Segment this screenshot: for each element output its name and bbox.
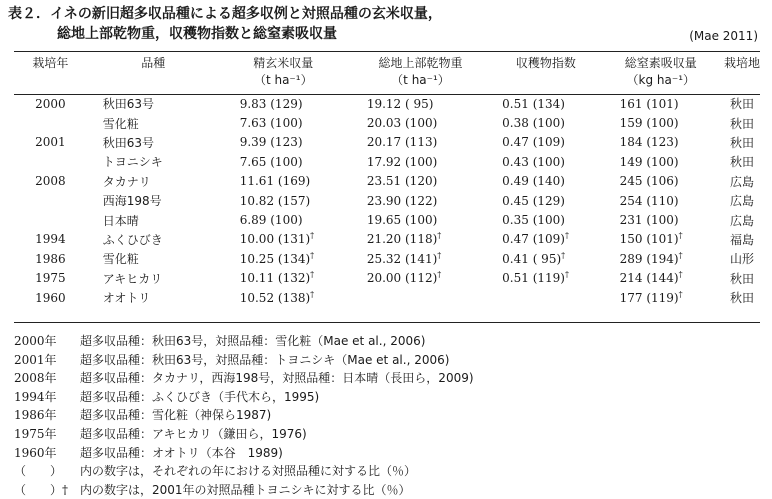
note-text: 超多収品種：タカナリ，西海198号，対照品種：日本晴（長田ら，2009)	[80, 371, 474, 386]
cell-variety: 秋田63号	[102, 135, 155, 150]
table-row	[14, 288, 760, 307]
cell-grain-yield: 10.00 (131)†	[239, 231, 315, 247]
title-line-2: 総地上部乾物重，収穫物指数と総窒素吸収量	[57, 26, 337, 42]
cell-site: 広島	[729, 213, 754, 228]
dagger-mark: †	[564, 270, 569, 280]
cell-site: 秋田	[729, 271, 754, 286]
cell-nitrogen-uptake: 245 (106)	[619, 174, 679, 189]
cell-dry-matter: 20.00 (112)†	[366, 270, 442, 286]
header-grain-unit: （t ha⁻¹）	[253, 73, 313, 87]
bottom-rule	[14, 322, 760, 323]
source-citation: (Mae 2011)	[689, 29, 758, 43]
cell-variety: アキヒカリ	[102, 271, 163, 286]
note-key: 2001年	[14, 352, 57, 367]
dagger-mark: †	[310, 270, 315, 280]
cell-variety: 西海198号	[102, 194, 162, 209]
cell-nitrogen-uptake: 161 (101)	[619, 96, 679, 111]
cell-site: 秋田	[729, 135, 754, 150]
note-key: 1994年	[14, 389, 57, 404]
note-line	[14, 481, 474, 499]
cell-variety: 雪化粧	[102, 252, 139, 267]
cell-dry-matter: 19.65 (100)	[366, 213, 438, 228]
cell-dry-matter	[347, 288, 494, 307]
note-text: 超多収品種：秋田63号，対照品種：雪化粧（Mae et al., 2006)	[80, 334, 426, 348]
note-line	[14, 425, 474, 444]
note-text: 超多収品種：オオトリ（本谷 1989)	[80, 445, 283, 460]
cell-site: 福島	[729, 232, 754, 247]
cell-harvest-index: 0.51 (134)	[502, 96, 565, 111]
cell-site: 広島	[729, 194, 754, 209]
table-row	[14, 152, 760, 171]
cell-dry-matter: 20.17 (113)	[366, 135, 438, 150]
dagger-mark: †	[564, 231, 569, 241]
cell-dry-matter: 20.03 (100)	[366, 116, 438, 131]
yield-table	[14, 54, 760, 307]
cell-dry-matter: 21.20 (118)†	[366, 231, 442, 247]
note-line	[14, 332, 474, 351]
dagger-mark: †	[678, 231, 683, 241]
table-row	[14, 249, 760, 268]
cell-dry-matter: 25.32 (141)†	[366, 250, 442, 266]
note-line	[14, 369, 474, 388]
table-row	[14, 94, 760, 113]
cell-grain-yield: 10.25 (134)†	[239, 250, 315, 266]
cell-nitrogen-uptake: 214 (144)†	[619, 270, 683, 286]
cell-year: 2000	[35, 96, 66, 111]
table-row	[14, 230, 760, 249]
cell-variety: トヨニシキ	[102, 155, 163, 170]
cell-year	[14, 191, 87, 210]
cell-grain-yield: 9.39 (123)	[239, 135, 303, 150]
cell-grain-yield: 6.89 (100)	[239, 213, 303, 228]
dagger-mark: †	[561, 250, 566, 260]
cell-year: 1975	[35, 271, 66, 286]
note-line	[14, 462, 474, 481]
cell-harvest-index: 0.51 (119)†	[502, 270, 569, 286]
dagger-mark: †	[437, 231, 442, 241]
cell-harvest-index: 0.47 (109)†	[502, 231, 569, 247]
cell-year: 2008	[35, 174, 66, 189]
cell-site: 山形	[729, 252, 754, 267]
header-variety: 品種	[141, 56, 166, 70]
header-site: 栽培地	[723, 56, 760, 70]
note-line	[14, 444, 474, 463]
cell-variety: タカナリ	[102, 174, 151, 189]
note-key: （ ）	[14, 464, 63, 479]
cell-dry-matter: 19.12 ( 95)	[366, 96, 434, 111]
note-text: 内の数字は，2001年の対照品種トヨニシキに対する比（％）	[80, 482, 411, 497]
dagger-mark: †	[678, 289, 683, 299]
header-hi: 収穫物指数	[515, 56, 576, 70]
cell-variety: 日本晴	[102, 213, 139, 228]
cell-harvest-index: 0.49 (140)	[502, 174, 565, 189]
note-key: （ ）†	[14, 482, 69, 497]
cell-dry-matter: 23.90 (122)	[366, 193, 438, 208]
cell-variety: ふくひびき	[102, 232, 163, 247]
cell-harvest-index: 0.45 (129)	[502, 193, 565, 208]
note-line	[14, 388, 474, 407]
cell-site: 秋田	[729, 116, 754, 131]
header-drymatter: 総地上部乾物重	[378, 56, 463, 70]
note-line	[14, 351, 474, 370]
note-line	[14, 406, 474, 425]
dagger-mark: †	[437, 250, 442, 260]
table-notes	[14, 332, 474, 499]
cell-year	[14, 210, 87, 229]
dagger-mark: †	[437, 270, 442, 280]
note-text: 超多収品種：アキヒカリ（鎌田ら，1976)	[80, 426, 307, 441]
cell-grain-yield: 10.82 (157)	[239, 193, 311, 208]
table-title	[8, 4, 442, 44]
table-row	[14, 172, 760, 191]
cell-nitrogen-uptake: 289 (194)†	[619, 250, 683, 266]
table-row	[14, 269, 760, 288]
cell-grain-yield: 7.65 (100)	[239, 154, 303, 169]
table-row	[14, 191, 760, 210]
header-nitrogen: 総窒素吸収量	[624, 56, 697, 70]
cell-grain-yield: 9.83 (129)	[239, 96, 303, 111]
header-grain: 精玄米収量	[253, 56, 314, 70]
note-text: 内の数字は，それぞれの年における対照品種に対する比（％）	[80, 464, 417, 479]
note-key: 2000年	[14, 334, 57, 348]
cell-nitrogen-uptake: 231 (100)	[619, 213, 679, 228]
cell-grain-yield: 7.63 (100)	[239, 116, 303, 131]
cell-harvest-index: 0.47 (109)	[502, 135, 565, 150]
cell-year: 1994	[35, 232, 66, 247]
note-key: 1960年	[14, 445, 57, 460]
cell-site: 広島	[729, 174, 754, 189]
note-key: 1975年	[14, 426, 57, 441]
top-rule	[14, 51, 760, 52]
note-text: 超多収品種：秋田63号，対照品種：トヨニシキ（Mae et al., 2006)	[80, 352, 450, 367]
cell-nitrogen-uptake: 159 (100)	[619, 116, 679, 131]
header-nitrogen-unit: （kg ha⁻¹）	[626, 73, 696, 87]
table-row	[14, 210, 760, 229]
cell-dry-matter: 17.92 (100)	[366, 154, 438, 169]
cell-harvest-index: 0.38 (100)	[502, 116, 565, 131]
dagger-mark: †	[310, 289, 315, 299]
header-row	[14, 54, 760, 71]
cell-nitrogen-uptake: 150 (101)†	[619, 231, 683, 247]
cell-year: 1986	[35, 251, 66, 266]
header-drymatter-unit: （t ha⁻¹）	[391, 73, 450, 87]
cell-variety: オオトリ	[102, 291, 151, 306]
dagger-mark: †	[310, 250, 315, 260]
note-key: 2008年	[14, 371, 57, 386]
table-row	[14, 113, 760, 132]
cell-nitrogen-uptake: 149 (100)	[619, 154, 679, 169]
cell-grain-yield: 10.52 (138)†	[239, 289, 315, 305]
cell-harvest-index: 0.43 (100)	[502, 154, 565, 169]
note-key: 1986年	[14, 408, 57, 423]
cell-nitrogen-uptake: 177 (119)†	[619, 289, 683, 305]
cell-site: 秋田	[729, 97, 754, 112]
cell-site: 秋田	[729, 155, 754, 170]
table-row	[14, 133, 760, 152]
title-line-1: 表２．イネの新旧超多収品種による超多収例と対照品種の玄米収量，	[8, 6, 442, 22]
note-text: 超多収品種：雪化粧（神保ら1987)	[80, 408, 272, 423]
cell-dry-matter: 23.51 (120)	[366, 174, 438, 189]
cell-grain-yield: 11.61 (169)	[239, 174, 311, 189]
cell-harvest-index: 0.35 (100)	[502, 213, 565, 228]
header-year: 栽培年	[32, 56, 69, 70]
cell-year	[14, 152, 87, 171]
dagger-mark: †	[310, 231, 315, 241]
dagger-mark: †	[678, 250, 683, 260]
cell-grain-yield: 10.11 (132)†	[239, 270, 315, 286]
note-text: 超多収品種：ふくひびき（手代木ら，1995)	[80, 389, 320, 404]
header-unit-row	[14, 71, 760, 88]
cell-harvest-index: 0.41 ( 95)†	[502, 250, 566, 266]
cell-variety: 秋田63号	[102, 97, 155, 112]
cell-variety: 雪化粧	[102, 116, 139, 131]
dagger-mark: †	[678, 270, 683, 280]
cell-year: 2001	[35, 135, 66, 150]
cell-site: 秋田	[729, 291, 754, 306]
cell-nitrogen-uptake: 254 (110)	[619, 193, 679, 208]
cell-nitrogen-uptake: 184 (123)	[619, 135, 679, 150]
cell-harvest-index	[494, 288, 597, 307]
cell-year	[14, 113, 87, 132]
cell-year: 1960	[35, 290, 66, 305]
